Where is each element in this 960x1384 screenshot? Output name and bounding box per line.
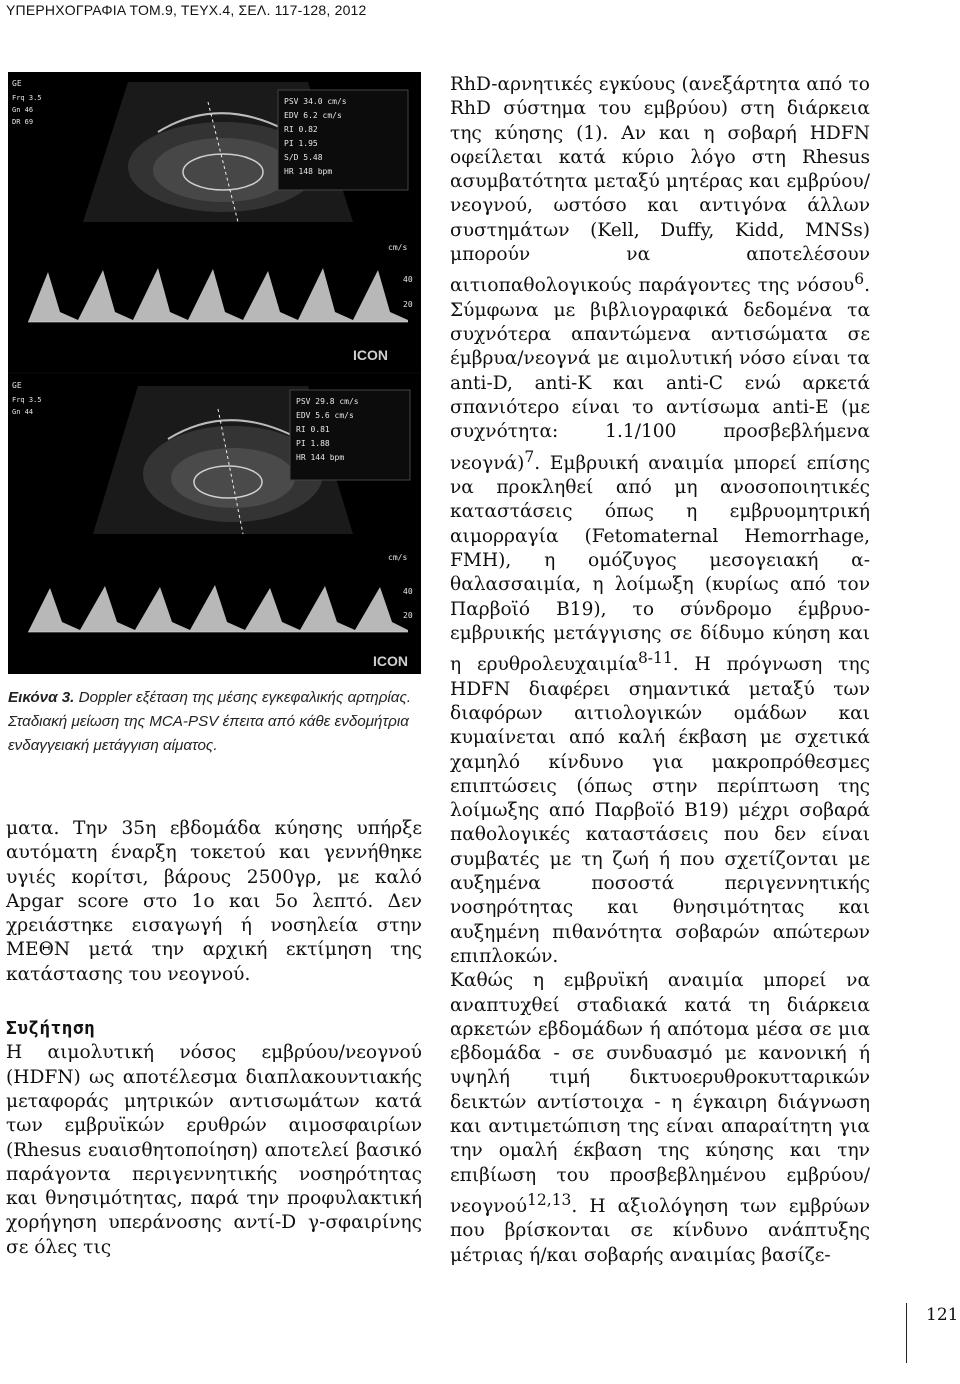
body-paragraph: Η αιμολυτική νόσος εμβρύου/νεογνού (HDFN) ως αποτέλεσμα διαπλακουντιακής μεταφοράς μητρικών αντισωμάτων κατά των εμβρυϊκών ερυθρών αιμοσφαιρίων (Rhesus ευαισθητοποίηση) αποτελεί βασικό παράγοντα περιγεννητικής νοσηρότητας και θνησιμότητας, παρά την προφυλακτική χορήγηση υπεράνοσης αντί-D γ-σφαιρίνης σε όλες τις xyxy=(6,1042,422,1258)
svg-text:EDV 5.6 cm/s: EDV 5.6 cm/s xyxy=(296,411,354,420)
svg-text:GE: GE xyxy=(12,381,22,390)
figure-caption-text: Doppler εξέταση της μέσης εγκεφαλικής αρτηρίας. Σταδιακή μείωση της MCA-PSV έπειτα από κάθε ενδομήτρια ενδαγγειακή μετάγγιση αίματος. xyxy=(8,689,412,754)
text-run: . Εμβρυική αναιμία μπορεί επίσης να προκληθεί από μη ανοσοποιητικές καταστάσεις όπως η εμβρυομητρική αιμορραγία (Fetomaternal Hemorrhage, FMH), η ομόζυγος μεσογειακή α-θαλασσαιμία, η λοίμωξη (κυρίως από τον Παρβοϊό B19), το σύνδρομο έμβρυο-εμβρυικής μετάγγισης σε δίδυμο κύηση και η ερυθρολευχαιμία xyxy=(450,452,870,676)
citation: 7 xyxy=(524,447,535,466)
right-column xyxy=(450,73,870,1268)
svg-text:Frq 3.5: Frq 3.5 xyxy=(12,94,42,102)
section-heading: Συζήτηση xyxy=(6,1018,96,1040)
svg-text:cm/s: cm/s xyxy=(388,243,408,252)
svg-text:PI 1.88: PI 1.88 xyxy=(296,439,330,448)
left-column xyxy=(6,817,422,1260)
body-paragraph xyxy=(450,73,870,969)
svg-text:EDV 6.2 cm/s: EDV 6.2 cm/s xyxy=(284,111,342,120)
body-paragraph xyxy=(450,969,870,1268)
svg-text:20: 20 xyxy=(403,300,413,309)
svg-text:S/D 5.48: S/D 5.48 xyxy=(284,153,323,162)
text-run: . Σύμφωνα με βιβλιογραφικά δεδομένα τα συχνότερα απαντώμενα αντισώματα σε έμβρυα/νεογνά με αιμολυτική νόσο είναι τα anti-D, anti-K και anti-C ενώ αρκετά σπανιότερο είναι το αντίσωμα anti-E (με συχνότητα: 1.1/100 προσβεβλήμενα νεογνά) xyxy=(450,275,870,474)
running-head: ΥΠΕΡΗΧΟΓΡΑΦΙΑ ΤΟΜ.9, ΤΕΥΧ.4, ΣΕΛ. 117-128, 2012 xyxy=(6,2,367,18)
svg-text:40: 40 xyxy=(403,587,413,596)
svg-text:Gn 44: Gn 44 xyxy=(12,408,34,416)
ultrasound-panel-bottom xyxy=(8,374,421,674)
svg-text:40: 40 xyxy=(403,275,413,284)
text-run: . Η αξιολόγηση των εμβρύων που βρίσκονται σε κίνδυνο ανάπτυξης μέτριας ή/και σοβαρής αναιμίας βασίζε- xyxy=(450,1196,870,1266)
svg-text:Gn 46: Gn 46 xyxy=(12,106,34,114)
svg-text:cm/s: cm/s xyxy=(388,553,408,562)
citation: 6 xyxy=(854,270,865,289)
text-run: RhD-αρνητικές εγκύους (ανεξάρτητα από το RhD σύστημα του εμβρύου) στη διάρκεια της κύησης (1). Αν και η σοβαρή HDFN οφείλεται κατά κύριο λόγο στη Rhesus ασυμβατότητα μεταξύ μητέρας και εμβρύου/νεογνού, ωστόσο και αντιγόνα άλλων συστημάτων (Kell, Duffy, Kidd, MNSs) μπορούν να αποτελέσουν αιτιοπαθολογικούς παράγοντες της νόσου xyxy=(450,74,870,297)
svg-text:20: 20 xyxy=(403,611,413,620)
ultrasound-image-top xyxy=(8,72,421,372)
doppler-figure xyxy=(8,72,421,672)
svg-text:HR 148 bpm: HR 148 bpm xyxy=(284,167,333,176)
text-run: . Η πρόγνωση της HDFN διαφέρει σημαντικά μεταξύ των διαφόρων αιτιολογικών ομάδων και κυμαίνεται από καλή έκβαση με σχετικά χαμηλό κίνδυνο για μακροπρόθεσμες επιπτώσεις (όπως στην περίπτωση της λοίμωξης από Παρβοϊό B19) μέχρι σοβαρά παθολογικές καταστάσεις που δεν είναι συμβατές με τη ζωή ή που σχετίζονται με αυξημένα ποσοστά περιγεννητικής νοσηρότητας και θνησιμότητας και αυξημένη πιθανότητα σοβαρών απώτερων επιπλοκών. xyxy=(450,654,870,967)
ultrasound-image-bottom xyxy=(8,374,421,674)
svg-text:Frq 3.5: Frq 3.5 xyxy=(12,396,42,404)
svg-text:DR 69: DR 69 xyxy=(12,118,34,126)
citation: 8-11 xyxy=(637,649,673,668)
svg-text:ICON: ICON xyxy=(353,347,388,363)
figure-caption xyxy=(8,686,422,758)
svg-text:RI 0.81: RI 0.81 xyxy=(296,425,330,434)
page-number: 121 xyxy=(926,1305,959,1325)
svg-text:RI 0.82: RI 0.82 xyxy=(284,125,318,134)
body-paragraph: ματα. Την 35η εβδομάδα κύησης υπήρξε αυτόματη έναρξη τοκετού και γεννήθηκε υγιές κορίτσι, βάρους 2500γρ, με καλό Apgar score στο 1ο και 5ο λεπτό. Δεν χρειάστηκε εισαγωγή ή νοσηλεία στην ΜΕΘΝ μετά την αρχική εκτίμηση της κατάστασης του νεογνού. xyxy=(6,818,422,985)
svg-text:HR 144 bpm: HR 144 bpm xyxy=(296,453,345,462)
svg-text:PSV 29.8 cm/s: PSV 29.8 cm/s xyxy=(296,397,359,406)
text-run: Καθώς η εμβρυϊκή αναιμία μπορεί να αναπτυχθεί σταδιακά κατά τη διάρκεια αρκετών εβδομάδων ή απότομα μέσα σε μια εβδομάδα - σε συνδυασμό με κανονική ή υψηλή τιμή δικτυοερυθροκυτταρικών δεικτών αντίστοιχα - η έγκαιρη διάγνωση και αντιμετώπιση της είναι απαραίτητη για την ομαλή έκβαση της κύησης και την επιβίωση του προσβεβλημένου εμβρύου/νεογνού xyxy=(450,970,870,1218)
svg-text:PSV 34.0 cm/s: PSV 34.0 cm/s xyxy=(284,97,347,106)
ultrasound-panel-top xyxy=(8,72,421,372)
figure-label: Εικόνα 3. xyxy=(8,689,75,706)
svg-text:GE: GE xyxy=(12,79,22,88)
svg-text:ICON: ICON xyxy=(373,653,408,669)
svg-text:PI 1.95: PI 1.95 xyxy=(284,139,318,148)
citation: 12,13 xyxy=(527,1190,572,1209)
